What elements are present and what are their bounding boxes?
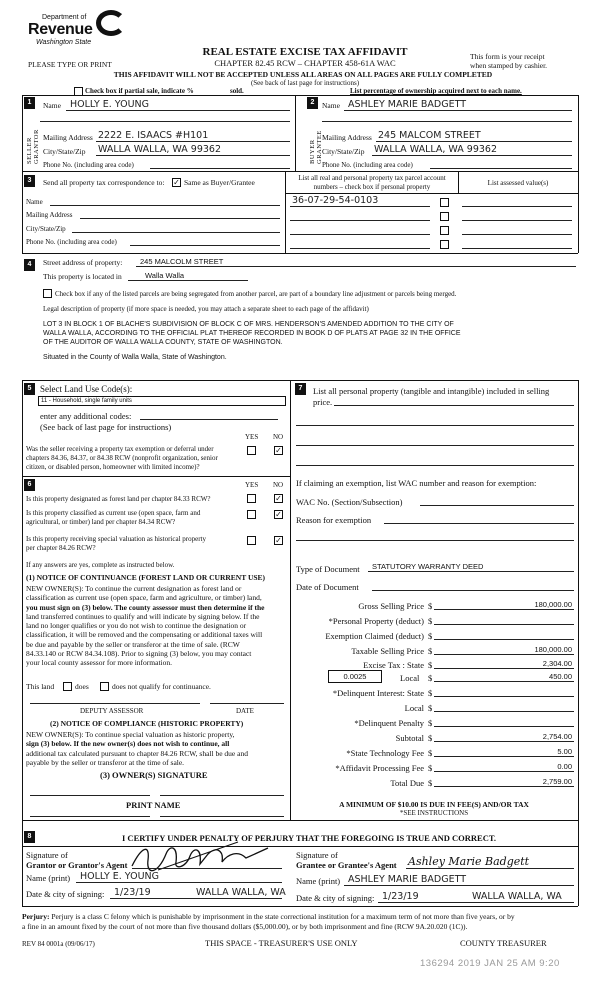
seller-side-label: SELLER GRANTOR xyxy=(26,129,40,164)
assessed-value-1[interactable] xyxy=(462,206,572,207)
parcel-number-1[interactable]: 36-07-29-54-0103 xyxy=(292,195,379,206)
local-label: Local xyxy=(400,673,420,683)
s5-yes-header: YES xyxy=(245,433,259,441)
dept-state: Washington State xyxy=(36,39,92,46)
s6-q2-no-checkbox[interactable]: ✓ xyxy=(275,510,282,519)
s6-question-2b: agricultural, or timber) land per chapter 84.34 RCW? xyxy=(26,518,176,526)
seller-mail[interactable]: 2222 E. ISAACS #H101 xyxy=(98,130,209,141)
grantor-print-name[interactable]: HOLLY E. YOUNG xyxy=(80,871,159,882)
if-yes-instruction: If any answers are yes, complete as instructed below. xyxy=(26,561,175,569)
grantor-date-label: Date & city of signing: xyxy=(26,889,105,899)
dollar-sign: $ xyxy=(428,763,433,773)
corr-city-field[interactable] xyxy=(72,232,280,233)
seller-name[interactable]: HOLLY E. YOUNG xyxy=(70,99,149,110)
owner-print-field-2[interactable] xyxy=(160,816,284,817)
excise-state-value[interactable]: 2,304.00 xyxy=(542,659,572,668)
personal-deduct-label: *Personal Property (deduct) xyxy=(328,616,424,626)
perjury-notice xyxy=(22,912,582,931)
gross-value[interactable]: 180,000.00 xyxy=(534,600,572,609)
parcel-4-personal-checkbox[interactable] xyxy=(440,240,449,249)
does-label: does xyxy=(75,682,89,691)
received-stamp: 136294 2019 JAN 25 AM 9:20 xyxy=(420,958,560,969)
affidavit-fee-value[interactable]: 0.00 xyxy=(557,762,572,771)
reason-field-1[interactable] xyxy=(384,523,574,524)
grantor-city[interactable]: WALLA WALLA, WA xyxy=(196,887,286,898)
see-back-top: (See back of last page for instructions) xyxy=(250,79,360,87)
exemption-claimed-field[interactable] xyxy=(434,639,574,640)
s5-question-1: Was the seller receiving a property tax exemption or deferral under xyxy=(26,445,214,453)
delinquent-local-field[interactable] xyxy=(434,711,574,712)
s5-question-3: citizen, or disabled person, homeowner with limited income)? xyxy=(26,463,200,471)
assessed-header: List assessed value(s) xyxy=(487,179,549,187)
corr-city-label: City/State/Zip xyxy=(26,225,66,233)
logo-swoosh-icon xyxy=(96,10,126,36)
dollar-sign: $ xyxy=(428,673,433,683)
county-line: Situated in the County of Walla Walla, State of Washington. xyxy=(43,354,227,361)
s6-no-header: NO xyxy=(273,481,284,489)
deputy-assessor-label: DEPUTY ASSESSOR xyxy=(80,707,144,715)
deputy-assessor-sig[interactable] xyxy=(30,703,200,704)
grantee-city[interactable]: WALLA WALLA, WA xyxy=(472,891,562,902)
seller-city[interactable]: WALLA WALLA, WA 99362 xyxy=(98,144,222,155)
doc-date-label: Date of Document xyxy=(296,582,359,592)
segregated-label: Check box if any of the listed parcels are being segregated from another parcel, are part of a boundary line adjustment or parcels being merged. xyxy=(55,290,457,298)
subtotal-label: Subtotal xyxy=(395,733,424,743)
legal-desc-label: Legal description of property (if more space is needed, you may attach a separate sheet to each page of the affidavit) xyxy=(43,305,369,313)
notice-2-title: (2) NOTICE OF COMPLIANCE (HISTORIC PROPERTY) xyxy=(50,719,244,728)
buyer-mail[interactable]: 245 MALCOM STREET xyxy=(378,130,481,141)
certify-statement: I CERTIFY UNDER PENALTY OF PERJURY THAT THE FOREGOING IS TRUE AND CORRECT. xyxy=(122,833,497,843)
treasurer-space-label: THIS SPACE - TREASURER'S USE ONLY xyxy=(205,938,358,948)
see-instructions-note: *SEE INSTRUCTIONS xyxy=(399,809,469,817)
s6-question-3b: per chapter 84.26 RCW? xyxy=(26,544,96,552)
dollar-sign: $ xyxy=(428,778,433,788)
personal-prop-field-1[interactable] xyxy=(334,405,574,406)
corr-phone-field[interactable] xyxy=(130,245,280,246)
grantee-date-label: Date & city of signing: xyxy=(296,893,375,903)
located-label: This property is located in xyxy=(43,272,122,281)
grantee-signature[interactable]: Ashley Marie Badgett xyxy=(408,855,530,868)
personal-prop-field-2[interactable] xyxy=(296,425,574,426)
dollar-sign: $ xyxy=(428,733,433,743)
corr-name-field[interactable] xyxy=(50,205,280,206)
s6-question-3a: Is this property receiving special valuation as historical property xyxy=(26,535,207,543)
receipt-note-1: This form is your receipt xyxy=(470,52,545,61)
owner-signature-label: (3) OWNER(S) SIGNATURE xyxy=(100,770,208,780)
reason-label: Reason for exemption xyxy=(296,515,372,525)
doc-type-label: Type of Document xyxy=(296,564,360,574)
corr-mail-field[interactable] xyxy=(80,218,280,219)
doc-type-value[interactable]: STATUTORY WARRANTY DEED xyxy=(372,562,484,571)
same-as-buyer-label: Same as Buyer/Grantee xyxy=(184,178,255,187)
notice-1-title: (1) NOTICE OF CONTINUANCE (FOREST LAND OR CURRENT USE) xyxy=(26,573,266,582)
section-6-badge: 6 xyxy=(24,479,35,491)
wac-field[interactable] xyxy=(420,505,574,506)
excise-state-label: Excise Tax : State xyxy=(363,660,424,670)
corr-name-label: Name xyxy=(26,198,43,206)
buyer-phone-field[interactable] xyxy=(430,168,572,169)
wac-label: WAC No. (Section/Subsection) xyxy=(296,497,403,507)
notice-1-line: be due and payable by the seller or transferor at the time of sale. (RCW xyxy=(26,639,240,649)
section-3-badge: 3 xyxy=(24,175,35,187)
grantee-date[interactable]: 1/23/19 xyxy=(382,891,419,902)
county-treasurer-label: COUNTY TREASURER xyxy=(460,938,547,948)
notice-2-line: payable by the seller or transferor at the time of sale. xyxy=(26,757,185,767)
s6-yes-header: YES xyxy=(245,481,259,489)
seller-city-label: City/State/Zip xyxy=(43,147,86,156)
legal-line-1: LOT 3 IN BLOCK 1 OF BLACHE'S SUBDIVISION OF BLOCK C OF MRS. HENDERSON'S AMENDED ADDITION TO THE CITY OF xyxy=(43,321,454,328)
buyer-phone-label: Phone No. (including area code) xyxy=(322,161,413,169)
sold-label: sold. xyxy=(230,87,244,95)
segregated-checkbox[interactable] xyxy=(43,289,52,298)
s5-no-header: NO xyxy=(273,433,284,441)
additional-codes-field[interactable] xyxy=(140,419,278,420)
doc-date-field[interactable] xyxy=(372,590,574,591)
grantor-date[interactable]: 1/23/19 xyxy=(114,887,151,898)
same-as-buyer-checkbox[interactable]: ✓ xyxy=(173,178,180,187)
s5-question-2: chapters 84.36, 84.37, or 84.38 RCW (nonprofit organization, senior xyxy=(26,454,218,462)
gross-label: Gross Selling Price xyxy=(358,601,424,611)
local-rate-box[interactable]: 0.0025 xyxy=(328,670,382,683)
delinquent-int-field[interactable] xyxy=(434,696,574,697)
does-not-qualify-checkbox[interactable] xyxy=(100,682,109,691)
corr-phone-label: Phone No. (including area code) xyxy=(26,238,117,246)
assessed-value-3[interactable] xyxy=(462,234,572,235)
owner-sig-field-1[interactable] xyxy=(30,795,150,796)
parcel-2-personal-checkbox[interactable] xyxy=(440,212,449,221)
s6-q1-yes-checkbox[interactable] xyxy=(247,494,256,503)
form-title: REAL ESTATE EXCISE TAX AFFIDAVIT xyxy=(202,46,408,58)
dollar-sign: $ xyxy=(428,703,433,713)
personal-deduct-field[interactable] xyxy=(434,624,574,625)
form-chapters: CHAPTER 82.45 RCW – CHAPTER 458-61A WAC xyxy=(214,58,396,68)
delinquent-local-label: Local xyxy=(404,703,424,713)
exemption-label: If claiming an exemption, list WAC number and reason for exemption: xyxy=(296,478,537,488)
delinquent-penalty-label: *Delinquent Penalty xyxy=(354,718,424,728)
section-2-badge: 2 xyxy=(307,97,318,109)
s5-yes-checkbox[interactable] xyxy=(247,446,256,455)
corr-mail-label: Mailing Address xyxy=(26,211,73,219)
dollar-sign: $ xyxy=(428,616,433,626)
see-back-5: (See back of last page for instructions) xyxy=(40,422,172,432)
notice-2-line: sign (3) below. If the new owner(s) does not wish to continue, all xyxy=(26,739,230,749)
total-due-value[interactable]: 2,759.00 xyxy=(542,777,572,786)
parcel-3-personal-checkbox[interactable] xyxy=(440,226,449,235)
personal-prop-field-4[interactable] xyxy=(296,465,574,466)
receipt-note-2: when stamped by cashier. xyxy=(470,61,548,70)
notice-2-line: NEW OWNER(S): To continue special valuation as historic property, xyxy=(26,730,235,739)
deputy-date-label: DATE xyxy=(236,707,254,715)
buyer-city[interactable]: WALLA WALLA, WA 99362 xyxy=(374,144,498,155)
dollar-sign: $ xyxy=(428,660,433,670)
land-use-label: Select Land Use Code(s): xyxy=(40,384,133,394)
street-address[interactable]: 245 MALCOLM STREET xyxy=(140,257,224,266)
exemption-claimed-label: Exemption Claimed (deduct) xyxy=(325,631,424,641)
does-qualify-checkbox[interactable] xyxy=(63,682,72,691)
section-8-badge: 8 xyxy=(24,831,35,843)
grantor-agent-label: Grantor or Grantor's Agent xyxy=(26,860,128,870)
buyer-name[interactable]: ASHLEY MARIE BADGETT xyxy=(348,99,467,110)
legal-line-3: OF THE AUDITOR OF WALLA WALLA COUNTY, STATE OF WASHINGTON. xyxy=(43,339,283,346)
notice-1-line: land no longer qualifies or you do not wish to continue the designation or xyxy=(26,621,247,631)
section-7-badge: 7 xyxy=(295,383,306,395)
perjury-label: Perjury: xyxy=(22,912,50,921)
seller-mail-label: Mailing Address xyxy=(43,133,93,142)
personal-prop-field-3[interactable] xyxy=(296,445,574,446)
notice-1-body xyxy=(26,584,288,668)
grantor-sig-of-label: Signature of xyxy=(26,850,68,860)
affidavit-fee-label: *Affidavit Processing Fee xyxy=(335,763,424,773)
s6-q2-yes-checkbox[interactable] xyxy=(247,510,256,519)
notice-2-body xyxy=(26,730,288,767)
personal-prop-label-1: List all personal property (tangible and intangible) included in selling xyxy=(313,386,550,396)
delinquent-int-label: *Delinquent Interest: State xyxy=(332,688,424,698)
s6-q3-yes-checkbox[interactable] xyxy=(247,536,256,545)
dollar-sign: $ xyxy=(428,601,433,611)
print-name-label: PRINT NAME xyxy=(126,800,181,810)
subtotal-value[interactable]: 2,754.00 xyxy=(542,732,572,741)
street-label: Street address of property: xyxy=(43,258,123,267)
taxable-value[interactable]: 180,000.00 xyxy=(534,645,572,654)
list-pct-label: List percentage of ownership acquired next to each name. xyxy=(350,87,522,95)
dollar-sign: $ xyxy=(428,646,433,656)
buyer-side-label: BUYER GRANTEE xyxy=(309,130,323,164)
form-warning: THIS AFFIDAVIT WILL NOT BE ACCEPTED UNLESS ALL AREAS ON ALL PAGES ARE FULLY COMPLETED xyxy=(113,70,493,79)
grantor-print-label: Name (print) xyxy=(26,873,71,883)
s6-q1-no-checkbox[interactable]: ✓ xyxy=(275,494,282,503)
legal-line-2: WALLA WALLA, ACCORDING TO THE OFFICIAL PLAT THEREOF RECORDED IN BOOK D OF PLATS AT PAGE 32 IN THE OFFICE xyxy=(43,330,461,337)
buyer-city-label: City/State/Zip xyxy=(322,147,365,156)
assessed-value-4[interactable] xyxy=(462,248,572,249)
grantee-agent-label: Grantee or Grantee's Agent xyxy=(296,860,397,870)
s6-question-2a: Is this property classified as current use (open space, farm and xyxy=(26,509,201,517)
notice-1-line: classification as current use (open space, farm and agriculture, or timber) land, xyxy=(26,593,262,603)
does-not-label: does not qualify for continuance. xyxy=(112,682,211,691)
reason-field-2[interactable] xyxy=(296,540,574,541)
perjury-text-1: Perjury is a class C felony which is punishable by imprisonment in the state correctional institution for a maximum term of not more than five years, or by xyxy=(51,912,515,921)
notice-1-line: your local county assessor for more information. xyxy=(26,658,173,668)
seller-phone-label: Phone No. (including area code) xyxy=(43,161,134,169)
form-revision: REV 84 0001a (09/06/17) xyxy=(22,940,95,948)
dollar-sign: $ xyxy=(428,688,433,698)
send-correspondence-label: Send all property tax correspondence to: xyxy=(43,178,165,187)
tech-fee-label: *State Technology Fee xyxy=(346,748,424,758)
parcel-1-personal-checkbox[interactable] xyxy=(440,198,449,207)
partial-sale-label: Check box if partial sale, indicate % xyxy=(85,87,194,95)
s6-q3-no-checkbox[interactable]: ✓ xyxy=(275,536,282,545)
minimum-due-note: A MINIMUM OF $10.00 IS DUE IN FEE(S) AND/OR TAX xyxy=(339,800,529,809)
notice-1-line: 84.33.140 or RCW 84.34.108). Prior to signing (3) below, you may contact xyxy=(26,649,252,659)
notice-1-line: classification, it will be removed and the compensating or additional taxes will xyxy=(26,630,263,640)
located-city[interactable]: Walla Walla xyxy=(145,271,185,280)
dept-big: Revenue xyxy=(28,21,93,38)
this-land-label: This land xyxy=(26,682,55,691)
dollar-sign: $ xyxy=(428,718,433,728)
delinquent-penalty-field[interactable] xyxy=(434,726,574,727)
personal-prop-label-2: price. xyxy=(313,397,333,407)
dollar-sign: $ xyxy=(428,631,433,641)
section-4-badge: 4 xyxy=(24,259,35,271)
s5-no-checkbox[interactable]: ✓ xyxy=(275,446,282,455)
section-1-badge: 1 xyxy=(24,97,35,109)
dept-small: Department of xyxy=(42,14,87,21)
buyer-name-label: Name xyxy=(322,101,340,110)
seller-name-label: Name xyxy=(43,101,61,110)
parcel-header-1: List all real and personal property tax parcel account xyxy=(298,174,446,182)
land-use-select[interactable]: 11 - Household, single family units xyxy=(38,396,286,406)
notice-1-line: NEW OWNER(S): To continue the current designation as forest land or xyxy=(26,584,242,593)
parcel-header-2: numbers – check box if personal property xyxy=(313,183,431,191)
owner-print-field-1[interactable] xyxy=(30,816,150,817)
perjury-text-2: a fine in an amount fixed by the court of not more than five thousand dollars ($5,000.00), or by both imprisonment and fine (RCW 9A.20.020 (1C)). xyxy=(22,921,468,931)
enter-codes-label: enter any additional codes: xyxy=(40,411,132,421)
total-due-label: Total Due xyxy=(390,778,424,788)
grantee-print-name[interactable]: ASHLEY MARIE BADGETT xyxy=(348,874,467,885)
grantee-print-label: Name (print) xyxy=(296,876,341,886)
seller-phone-field[interactable] xyxy=(150,168,290,169)
notice-1-line: you must sign on (3) below. The county assessor must then determine if the xyxy=(26,602,265,612)
notice-1-line: land transferred continues to qualify and will indicate by signing below. If the xyxy=(26,611,260,621)
buyer-mail-label: Mailing Address xyxy=(322,133,372,142)
grantee-sig-of-label: Signature of xyxy=(296,850,338,860)
dor-logo xyxy=(28,10,138,50)
please-print: PLEASE TYPE OR PRINT xyxy=(28,60,112,69)
tech-fee-value[interactable]: 5.00 xyxy=(557,747,572,756)
s6-question-1: Is this property designated as forest land per chapter 84.33 RCW? xyxy=(26,495,211,503)
section-5-badge: 5 xyxy=(24,383,35,395)
dollar-sign: $ xyxy=(428,748,433,758)
assessed-value-2[interactable] xyxy=(462,220,572,221)
notice-2-line: additional tax calculated pursuant to chapter 84.26 RCW, shall be due and xyxy=(26,748,248,758)
owner-sig-field-2[interactable] xyxy=(160,795,284,796)
local-value[interactable]: 450.00 xyxy=(549,672,572,681)
taxable-label: Taxable Selling Price xyxy=(351,646,424,656)
